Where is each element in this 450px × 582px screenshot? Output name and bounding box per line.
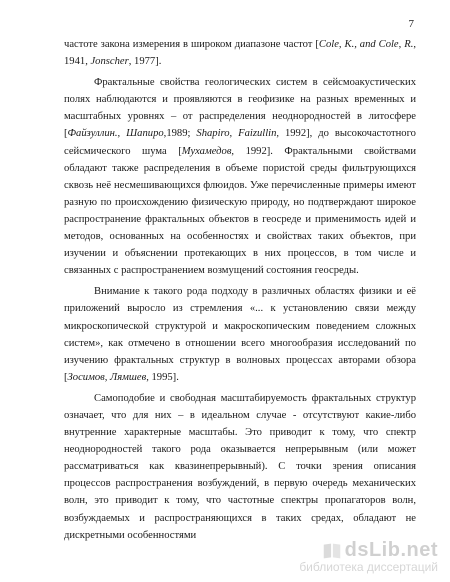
body-text: частоте закона измерения в широком диапазоне частот [	[64, 39, 319, 50]
body-text: ,1989;	[163, 128, 197, 140]
body-text: , 1992]. Фрактальными свойствами обладают также распределения в объеме пористой среды фильтрующихся сквозь неё несмешивающихся флюидов. Уже перечисленные примеры имеют разную по происхождению физическую природу, но подтверждают широкое распространение фрактальных объектов в геосреде и применимость идей и методов, основанных на особенностях и свойствах таких объектов, при изучении и объяснении протекающих в них процессов, в том числе и связанных с распространением возмущений состояния геосреды.	[64, 145, 416, 277]
citation-text: Jonscher	[90, 56, 129, 68]
watermark-brand: dsLib.net	[344, 539, 438, 561]
paragraph	[64, 74, 416, 279]
document-body	[64, 36, 416, 544]
citation-text: Зосимов, Лямшев	[67, 371, 147, 383]
citation-text: Файзуллин., Шапиро	[67, 128, 164, 140]
citation-text: Shapiro, Faizullin,	[196, 128, 280, 140]
citation-text: Мухамедов	[181, 145, 232, 157]
body-text: , 1995].	[146, 371, 179, 383]
paragraph	[64, 36, 416, 70]
watermark-subtitle: библиотека диссертаций	[299, 560, 438, 574]
book-icon	[321, 540, 343, 562]
paragraph	[64, 283, 416, 386]
body-text: , 1941,	[64, 39, 416, 68]
paragraph	[64, 390, 416, 544]
watermark-logo	[299, 539, 438, 562]
watermark	[299, 539, 438, 574]
citation-text: Cole, K., and Cole, R.	[318, 39, 414, 50]
body-text: 1992], до высокочастотного сейсмического шума [	[64, 128, 416, 157]
body-text: Фрактальные свойства геологических систем в сейсмоакустических полях наблюдаются и проявляются в геофизике на разных временных и масштабных уровнях – от распределения неоднородностей в литосфере [	[64, 77, 416, 140]
body-text: Самоподобие и свободная масштабируемость фрактальных структур означает, что для них – в идеальном случае - отсутствуют какие-либо внутренние характерные масштабы. Это приводит к тому, что спектр неоднородностей такого рода оказывается непрерывным (или может рассматриваться как квазинепрерывный). С точки зрения описания процессов распространения возбуждений, в первую очередь механических волн, это приводит к тому, что частотные спектры пропагаторов волн, возбуждаемых и распространяющихся в таких средах, обладают не дискретными особенностями	[64, 392, 416, 541]
body-text: Внимание к такого рода подходу в различных областях физики и её приложений выросло из стремления «... к установлению связи между микроскопической структурой и макроскопическим поведением сложных систем», как отмечено в отношении всего многообразия исследований по изучению фрактальных структур в волновых процессах авторами обзора [	[64, 286, 416, 383]
page-number: 7	[408, 18, 414, 30]
body-text: , 1977].	[128, 56, 162, 68]
